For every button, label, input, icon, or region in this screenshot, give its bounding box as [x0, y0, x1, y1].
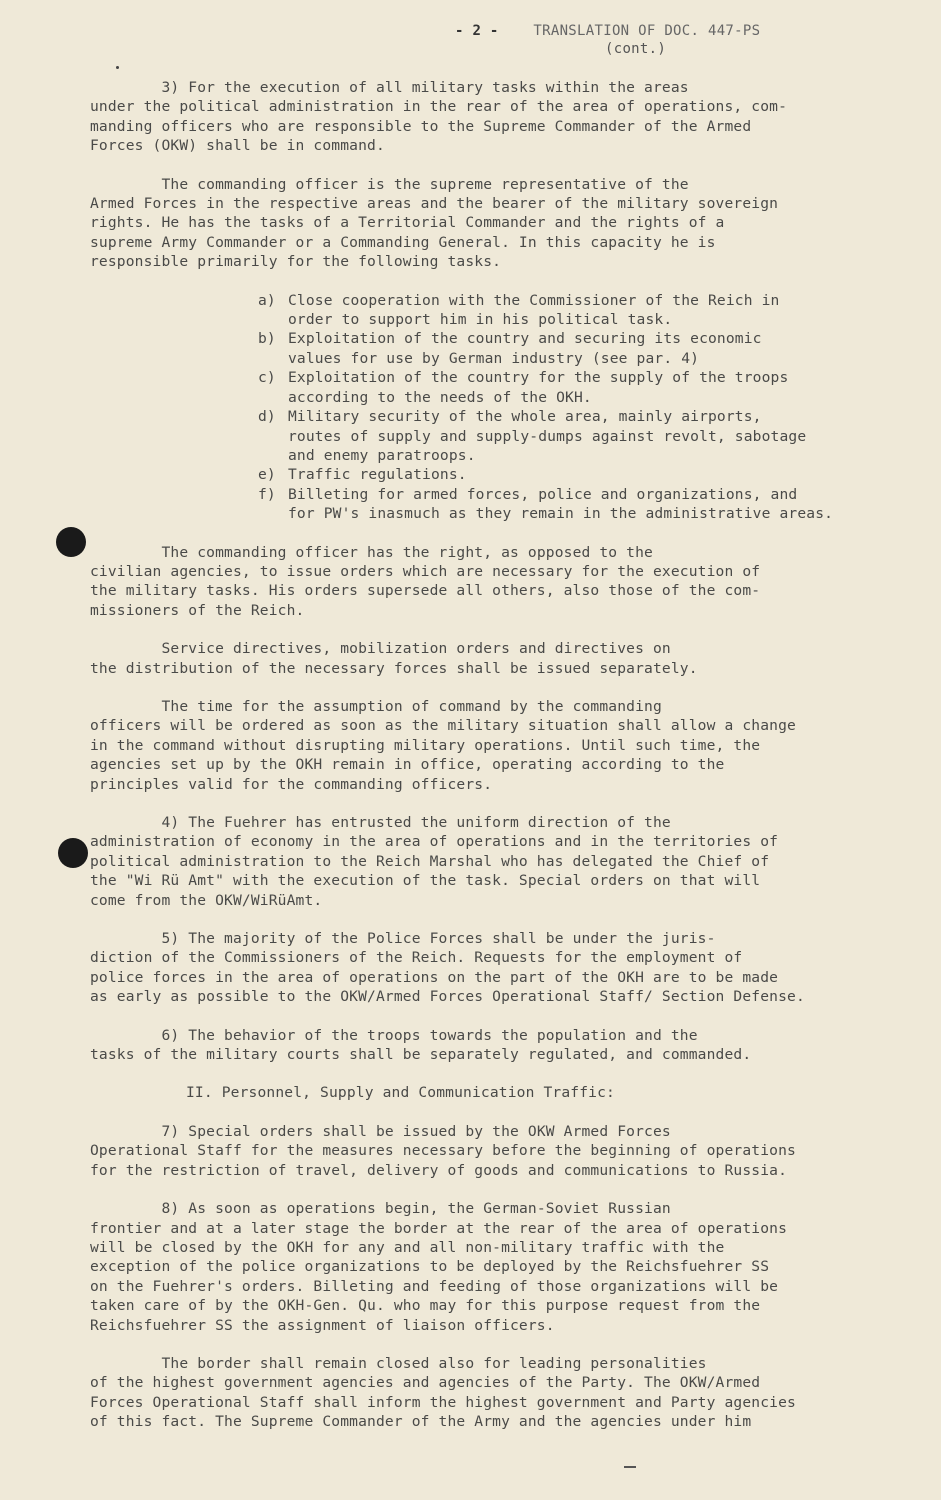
document-body	[90, 78, 870, 1451]
list-item-label: e)	[258, 466, 276, 484]
paragraph-6: 6) The behavior of the troops towards the population and the tasks of the military courts shall be separately regulated, and commanded.	[90, 1026, 752, 1064]
paragraph-commanding-officer: The commanding officer is the supreme representative of the Armed Forces in the respective areas and the bearer of the military sovereign rights. He has the tasks of a Territorial Commander and the rights of a supreme Army Commander or a Commanding General. In this capacity he is responsible primarily for the following tasks.	[90, 175, 779, 271]
task-list	[258, 291, 858, 524]
paragraph-3: 3) For the execution of all military tasks within the areas under the political administration in the rear of the area of operations, com- manding officers who are responsible to the Supreme Commander of the Armed Forces (OKW) shall be in command.	[90, 79, 788, 155]
list-item	[258, 465, 858, 484]
list-item	[258, 407, 858, 465]
list-item-text: Exploitation of the country for the supply of the troops according to the needs of the OKH.	[288, 369, 789, 406]
list-item	[258, 329, 858, 368]
paragraph-border-closed: The border shall remain closed also for leading personalities of the highest government agencies and agencies of the Party. The OKW/Armed Forces Operational Staff shall inform the highest government and Party agencies of this fact. The Supreme Commander of the Army and the agencies under him	[90, 1354, 796, 1431]
translation-label: TRANSLATION OF DOC. 447-PS	[533, 23, 761, 39]
paragraph-7: 7) Special orders shall be issued by the OKW Armed Forces Operational Staff for the measures necessary before the beginning of operations for the restriction of travel, delivery of goods and communications to Russia.	[90, 1122, 796, 1179]
list-item-text: Close cooperation with the Commissioner of the Reich in order to support him in his political task.	[288, 291, 780, 329]
page-header	[455, 22, 815, 58]
paragraph-4: 4) The Fuehrer has entrusted the uniform direction of the administration of economy in the area of operations and in the territories of political administration to the Reich Marshal who has delegated the Chief of the "Wi Rü Amt" with the execution of the task. Special orders on that will come from the OKW/WiRüAmt.	[90, 814, 779, 909]
list-item-label: f)	[258, 485, 276, 503]
list-item-label: d)	[258, 408, 276, 426]
continued-label: (cont.)	[605, 41, 667, 57]
list-item-text: Traffic regulations.	[288, 466, 467, 484]
paragraph-right-to-issue-orders: The commanding officer has the right, as opposed to the civilian agencies, to issue orders which are necessary for the execution of the military tasks. His orders supersede all others, also those of the com- missioners of the Reich.	[90, 543, 761, 619]
list-item-text: Exploitation of the country and securing its economic values for use by German industry (see par. 4)	[288, 330, 762, 367]
list-item	[258, 291, 858, 330]
paragraph-service-directives: Service directives, mobilization orders and directives on the distribution of the necessary forces shall be issued separately.	[90, 640, 698, 677]
page-number: - 2 -	[455, 23, 499, 39]
page-continuation-mark	[624, 1466, 636, 1468]
punch-hole	[56, 527, 86, 557]
ink-mark	[116, 66, 119, 69]
list-item-label: b)	[258, 330, 276, 348]
paragraph-8: 8) As soon as operations begin, the German-Soviet Russian frontier and at a later stage the border at the rear of the area of operations will be closed by the OKH for any and all non-military traffic with the exception of the police organizations to be deployed by the Reichsfuehrer SS on the Fuehrer's orders. Billeting and feeding of those organizations will be taken care of by the OKH-Gen. Qu. who may for this purpose request from the Reichsfuehrer SS the assignment of liaison officers.	[90, 1200, 788, 1334]
section-heading: II. Personnel, Supply and Communication Traffic:	[186, 1084, 615, 1102]
list-item-text: Billeting for armed forces, police and organizations, and for PW's inasmuch as they remain in the administrative areas.	[288, 485, 834, 523]
list-item-label: c)	[258, 369, 276, 387]
list-item	[258, 368, 858, 407]
paragraph-5: 5) The majority of the Police Forces shall be under the juris- diction of the Commissioners of the Reich. Requests for the employment of police forces in the area of operations on the part of the OKH are to be made as early as possible to the OKW/Armed Forces Operational Staff/ Section Defense.	[90, 930, 805, 1006]
list-item	[258, 485, 858, 524]
list-item-text: Military security of the whole area, mainly airports, routes of supply and supply-dumps against revolt, sabotage and enemy paratroops.	[288, 408, 807, 464]
punch-hole	[58, 838, 88, 868]
list-item-label: a)	[258, 291, 276, 309]
paragraph-assumption-of-command: The time for the assumption of command by the commanding officers will be ordered as soon as the military situation shall allow a change in the command without disrupting military operations. Until such time, the agencies set up by the OKH remain in office, operating according to the principles valid for the commanding officers.	[90, 697, 796, 793]
